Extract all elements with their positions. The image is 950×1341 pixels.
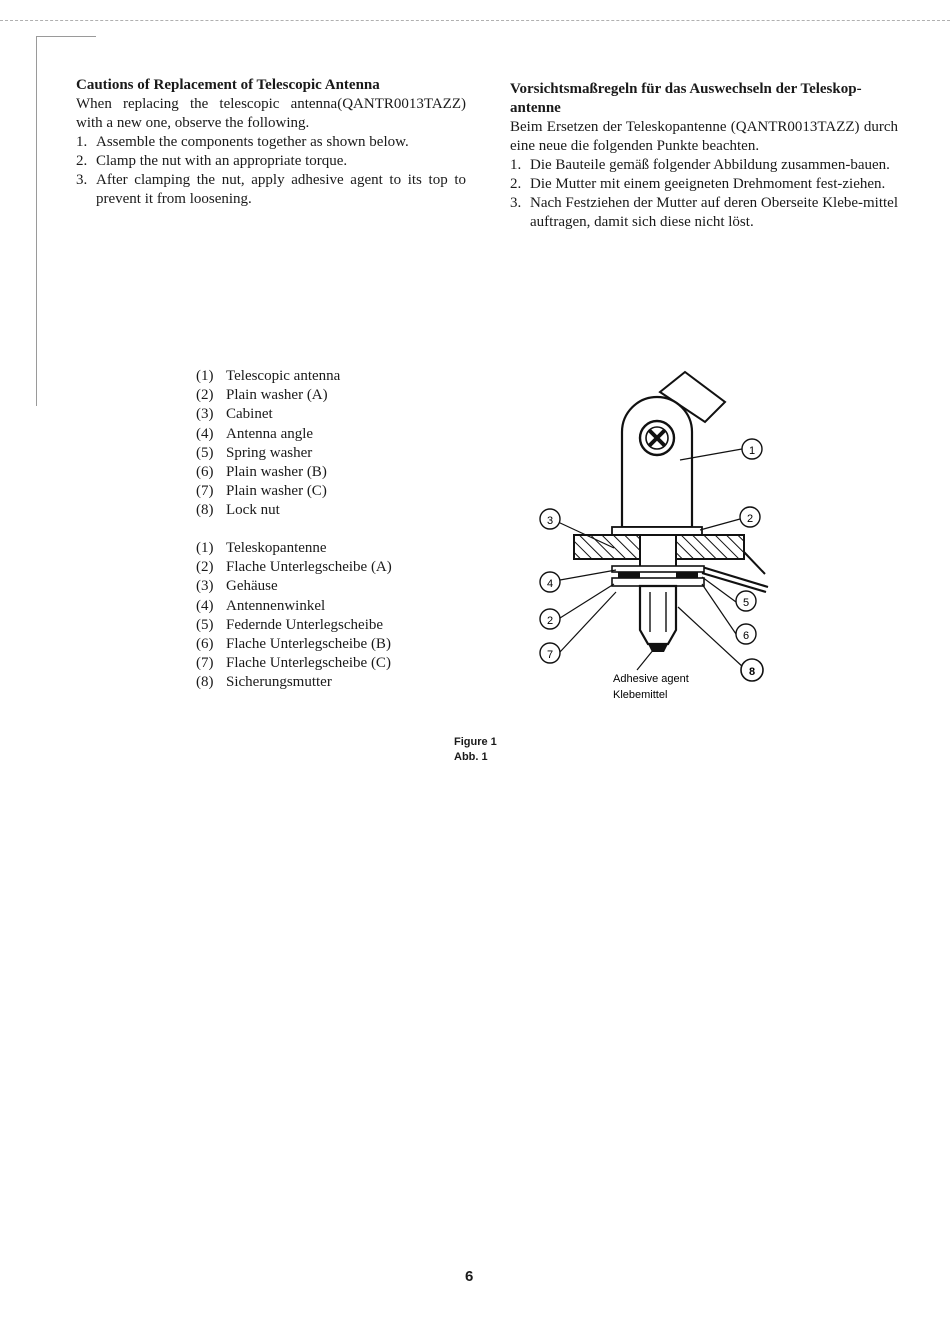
figure-caption-en: Figure 1 bbox=[454, 736, 497, 748]
parts-legend-german bbox=[196, 539, 392, 693]
step-number: 1. bbox=[76, 134, 88, 150]
assembly-drawing bbox=[530, 362, 790, 702]
callout-label: 3 bbox=[546, 515, 554, 527]
legend-label: Telescopic antenna bbox=[226, 368, 341, 384]
legend-row bbox=[196, 444, 340, 463]
callout-7 bbox=[540, 643, 560, 663]
english-step bbox=[76, 152, 466, 171]
legend-label: Spring washer bbox=[226, 444, 313, 461]
legend-number: (5) bbox=[196, 444, 214, 461]
top-rule bbox=[0, 20, 950, 21]
callout-3 bbox=[540, 509, 560, 529]
english-steps bbox=[76, 133, 466, 209]
legend-label: Antennenwinkel bbox=[226, 597, 326, 614]
callout-2b bbox=[540, 609, 560, 629]
german-step bbox=[510, 194, 898, 232]
legend-number: (1) bbox=[196, 540, 214, 556]
callout-label: 4 bbox=[546, 578, 554, 590]
legend-row bbox=[196, 635, 392, 654]
step-text: Assemble the components together as shown below. bbox=[96, 134, 409, 150]
german-step bbox=[510, 156, 898, 175]
antenna-assembly-figure bbox=[530, 362, 790, 702]
legend-number: (1) bbox=[196, 368, 214, 384]
step-number: 1. bbox=[510, 157, 522, 173]
legend-number: (4) bbox=[196, 597, 214, 614]
legend-row bbox=[196, 367, 340, 386]
legend-label: Plain washer (A) bbox=[226, 387, 328, 404]
legend-row bbox=[196, 616, 392, 635]
german-instructions bbox=[510, 80, 898, 232]
threaded-post bbox=[640, 535, 676, 569]
legend-number: (3) bbox=[196, 406, 214, 423]
legend-label: Flache Unterlegscheibe (A) bbox=[226, 559, 392, 576]
washer-stack bbox=[612, 566, 704, 586]
margin-rule-top bbox=[36, 36, 96, 37]
legend-row bbox=[196, 405, 340, 424]
english-heading: Cautions of Replacement of Telescopic Antenna bbox=[76, 77, 380, 93]
callout-5 bbox=[736, 591, 756, 611]
legend-row bbox=[196, 673, 392, 692]
legend-row bbox=[196, 386, 340, 405]
legend-label: Cabinet bbox=[226, 406, 273, 423]
step-text: Die Mutter mit einem geeigneten Drehmoment fest-ziehen. bbox=[530, 176, 886, 192]
callout-label: 7 bbox=[546, 649, 554, 661]
legend-row bbox=[196, 482, 340, 501]
callout-8 bbox=[741, 659, 763, 681]
legend-row bbox=[196, 539, 392, 558]
step-number: 3. bbox=[510, 195, 522, 211]
parts-legend-english bbox=[196, 367, 340, 521]
legend-number: (3) bbox=[196, 578, 214, 595]
german-intro: Beim Ersetzen der Teleskopantenne (QANTR0013TAZZ) durch eine neue die folgenden Punkte beachten. bbox=[510, 119, 898, 154]
legend-label: Teleskopantenne bbox=[226, 540, 327, 556]
lock-nut bbox=[640, 586, 676, 652]
callout-label: 8 bbox=[748, 666, 756, 678]
callout-label: 2 bbox=[546, 615, 554, 627]
legend-label: Antenna angle bbox=[226, 425, 314, 442]
adhesive-label-en: Adhesive agent bbox=[613, 673, 689, 685]
step-text: After clamping the nut, apply adhesive agent to its top to prevent it from loosening. bbox=[96, 172, 466, 207]
legend-label: Federnde Unterlegscheibe bbox=[226, 616, 384, 633]
figure-caption bbox=[454, 735, 497, 765]
legend-label: Lock nut bbox=[226, 502, 280, 519]
legend-row bbox=[196, 577, 392, 596]
english-intro: When replacing the telescopic antenna(QANTR0013TAZZ) with a new one, observe the following. bbox=[76, 96, 466, 131]
german-step bbox=[510, 175, 898, 194]
step-number: 2. bbox=[510, 176, 522, 192]
callout-6 bbox=[736, 624, 756, 644]
legend-row bbox=[196, 654, 392, 673]
step-text: Nach Festziehen der Mutter auf deren Oberseite Klebe-mittel auftragen, damit sich diese nicht löst. bbox=[530, 195, 898, 230]
english-step bbox=[76, 133, 466, 152]
legend-row bbox=[196, 501, 340, 520]
step-text: Clamp the nut with an appropriate torque. bbox=[96, 153, 348, 169]
english-step bbox=[76, 171, 466, 209]
legend-row bbox=[196, 463, 340, 482]
plain-washer-a bbox=[612, 527, 702, 535]
page-number: 6 bbox=[465, 1268, 474, 1285]
callout-label: 5 bbox=[742, 597, 750, 609]
legend-number: (4) bbox=[196, 425, 214, 442]
legend-label: Flache Unterlegscheibe (C) bbox=[226, 655, 391, 672]
legend-label: Gehäuse bbox=[226, 578, 278, 595]
callout-4 bbox=[540, 572, 560, 592]
step-number: 3. bbox=[76, 172, 88, 188]
legend-row bbox=[196, 425, 340, 444]
step-number: 2. bbox=[76, 153, 88, 169]
callout-2 bbox=[740, 507, 760, 527]
legend-number: (2) bbox=[196, 559, 214, 576]
german-steps bbox=[510, 156, 898, 232]
legend-label: Plain washer (C) bbox=[226, 483, 327, 500]
english-instructions bbox=[76, 76, 466, 209]
legend-number: (6) bbox=[196, 464, 214, 481]
legend-row bbox=[196, 597, 392, 616]
antenna-body bbox=[622, 397, 692, 527]
margin-rule-left bbox=[36, 36, 37, 406]
legend-row bbox=[196, 558, 392, 577]
callout-1 bbox=[742, 439, 762, 459]
step-text: Die Bauteile gemäß folgender Abbildung zusammen-bauen. bbox=[530, 157, 890, 173]
german-heading: Vorsichtsmaßregeln für das Auswechseln der Teleskop-antenne bbox=[510, 81, 862, 116]
callout-label: 2 bbox=[746, 513, 754, 525]
legend-label: Flache Unterlegscheibe (B) bbox=[226, 636, 391, 653]
legend-number: (7) bbox=[196, 655, 214, 672]
legend-number: (5) bbox=[196, 616, 214, 633]
legend-number: (6) bbox=[196, 636, 214, 653]
figure-caption-de: Abb. 1 bbox=[454, 751, 488, 763]
callout-label: 6 bbox=[742, 630, 750, 642]
legend-label: Sicherungsmutter bbox=[226, 674, 332, 691]
legend-number: (8) bbox=[196, 674, 214, 691]
callout-label: 1 bbox=[748, 445, 756, 457]
legend-label: Plain washer (B) bbox=[226, 464, 327, 481]
legend-number: (7) bbox=[196, 483, 214, 500]
legend-number: (2) bbox=[196, 387, 214, 404]
legend-number: (8) bbox=[196, 502, 214, 519]
adhesive-label-de: Klebemittel bbox=[613, 689, 668, 701]
antenna-angle bbox=[702, 567, 768, 592]
screw-head-icon bbox=[640, 421, 674, 455]
